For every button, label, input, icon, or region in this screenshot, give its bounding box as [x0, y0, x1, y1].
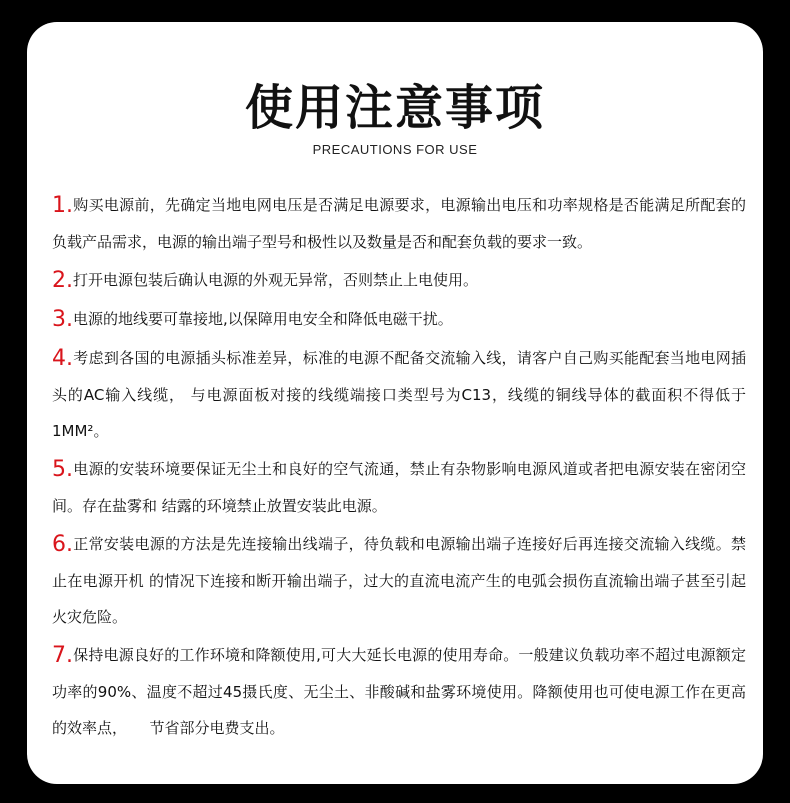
item-text: 购买电源前，先确定当地电网电压是否满足电源要求，电源输出电压和功率规格是否能满足所配套的负载产品需求，电源的输出端子型号和极性以及数量是否和配套负载的要求一致。: [52, 196, 746, 251]
item-number: 6.: [52, 532, 73, 557]
item-text: 电源的地线要可靠接地,以保障用电安全和降低电磁干扰。: [73, 310, 453, 328]
item-text: 电源的安装环境要保证无尘土和良好的空气流通，禁止有杂物影响电源风道或者把电源安装在密闭空间。存在盐雾和 结露的环境禁止放置安装此电源。: [52, 460, 746, 515]
list-item-2: [52, 262, 746, 299]
list-item-3: [52, 301, 746, 338]
item-number: 5.: [52, 457, 73, 482]
list-item-6: [52, 526, 746, 635]
content-card: [27, 22, 763, 784]
item-number: 2.: [52, 268, 73, 293]
item-text: 考虑到各国的电源插头标准差异，标准的电源不配备交流输入线，请客户自己购买能配套当地电网插头的AC输入线缆， 与电源面板对接的线缆端接口类型号为C13，线缆的铜线导体的截面积不得低于1MM²。: [52, 349, 746, 440]
item-number: 1.: [52, 193, 73, 218]
list-item-7: [52, 637, 746, 746]
item-number: 7.: [52, 643, 73, 668]
page-subtitle: PRECAUTIONS FOR USE: [312, 142, 478, 157]
list-item-1: [52, 187, 746, 260]
page-title: 使用注意事项: [244, 80, 545, 136]
item-number: 3.: [52, 307, 73, 332]
list-item-4: [52, 340, 746, 449]
precautions-list: [52, 187, 746, 746]
list-item-5: [52, 451, 746, 524]
item-text: 打开电源包装后确认电源的外观无异常，否则禁止上电使用。: [73, 271, 479, 289]
item-number: 4.: [52, 346, 73, 371]
item-text: 保持电源良好的工作环境和降额使用,可大大延长电源的使用寿命。一般建议负载功率不超过电源额定功率的90%、温度不超过45摄氏度、无尘土、非酸碱和盐雾环境使用。降额使用也可使电源工作在更高的效率点， 节省部分电费支出。: [52, 646, 746, 737]
item-text: 正常安装电源的方法是先连接输出线端子，待负载和电源输出端子连接好后再连接交流输入线缆。禁止在电源开机 的情况下连接和断开输出端子，过大的直流电流产生的电弧会损伤直流输出端子甚至引起火灾危险。: [52, 535, 746, 626]
